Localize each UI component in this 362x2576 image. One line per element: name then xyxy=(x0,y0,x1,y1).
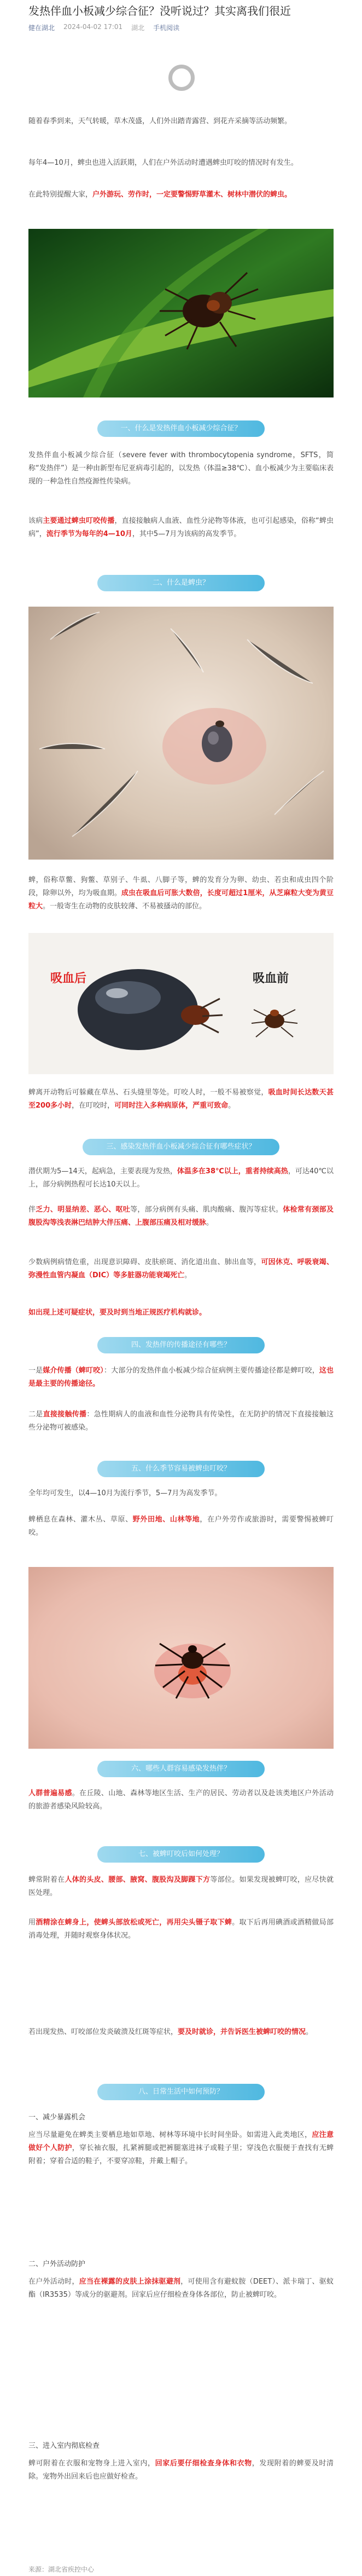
section-banner-6: 六、哪些人群容易感染发热伴？ xyxy=(97,1761,265,1777)
paragraph-section-5-1: 全年均可发生，以4—10月为流行季节，5—7月为高发季节。 xyxy=(28,1489,222,1497)
paragraph-section-1-2: 该病主要通过蜱虫叮咬传播，直接接触病人血液、血性分泌物等体液，也可引起感染，俗称“蜱虫病”，流行季节为每年的4—10月，其中5—7月为该病的高发季节。 xyxy=(28,517,334,538)
subheading-reduce-exposure: 一、减少暴露机会 xyxy=(28,2113,86,2122)
paragraph-section-4-1: 一是媒介传播（蜱叮咬）：大部分的发热伴血小板减少综合征病例主要传播途径都是蜱叮咬，这也是最主要的传播途径。 xyxy=(28,1367,334,1388)
tick-before-after-image xyxy=(28,933,334,1074)
section-banner-8: 八、日常生活中如何预防？ xyxy=(97,2084,265,2100)
paragraph-intro-1: 随着春季到来，天气转暖，草木茂盛，人们外出踏青露营、到花卉采摘等活动频繁。 xyxy=(28,117,292,125)
paragraph-section-8-1: 应当尽量避免在蜱类主要栖息地如草地、树林等环境中长时间坐卧。如需进入此类地区，应注意做好个人防护，穿长袖衣服，扎紧裤腿或把裤腿塞进袜子或鞋子里；穿浅色衣服便于查找有无蜱附着；穿着合适的鞋子，不要穿凉鞋，并戴上帽子。 xyxy=(28,2131,334,2165)
paragraph-section-7-2: 用酒精涂在蜱身上，使蜱头部放松或死亡，再用尖头镊子取下蜱。取下后再用碘酒或酒精做局部消毒处理，并随时观察身体状况。 xyxy=(28,1918,334,1940)
section-banner-7: 七、被蜱叮咬后如何处理？ xyxy=(97,1846,265,1863)
section-banner-2: 二、什么是蜱虫？ xyxy=(97,575,265,591)
section-banner-5: 五、什么季节容易被蜱虫叮咬？ xyxy=(97,1461,265,1477)
paragraph-section-4-2: 二是直接接触传播：急性期病人的血液和血性分泌物具有传染性，在无防护的情况下直接接触这些分泌物可被感染。 xyxy=(28,1410,334,1432)
paragraph-section-5-2: 蜱栖息在森林、灌木丛、草原、野外田地、山林等地，在户外劳作或旅游时，需要警惕被蜱叮咬。 xyxy=(28,1515,334,1537)
article-date: 2024-04-02 17:01 xyxy=(63,23,123,31)
paragraph-section-8-3: 蜱可附着在衣服和宠物身上进入室内，回家后要仔细检查身体和衣物，发现附着的蜱要及时清除。宠物外出回来后也应做好检查。 xyxy=(28,2459,334,2481)
subheading-outdoor-protection: 二、户外活动防护 xyxy=(28,2260,86,2268)
paragraph-section-7-3: 若出现发热、叮咬部位发炎破溃及红斑等症状，要及时就诊，并告诉医生被蜱叮咬的情况。 xyxy=(28,2028,313,2036)
tick-on-skin-image xyxy=(28,1567,334,1749)
paragraph-section-3-2: 伴乏力、明显纳差、恶心、呕吐等，部分病例有头痛、肌肉酸痛、腹泻等症状。体检常有颈部及腹股沟等浅表淋巴结肿大伴压痛、上腹部压痛及相对缓脉。 xyxy=(28,1206,334,1227)
article-region: 湖北 xyxy=(131,24,145,32)
paragraph-intro-2: 每年4—10月，蜱虫也进入活跃期，人们在户外活动时遭遇蜱虫叮咬的情况时有发生。 xyxy=(28,159,298,167)
paragraph-section-1-1: 发热伴血小板减少综合征（severe fever with thrombocytopenia syndrome，SFTS，简称“发热伴”）是一种由新型布尼亚病毒引起的，以发热（体温≥38℃）、血小板减少为主要临床表现的一种急性自然疫源性传染病。 xyxy=(28,451,334,486)
paragraph-section-2-1: 蜱，俗称草鳖、狗鳖、草别子、牛虱、八脚子等，蜱的发育分为卵、幼虫、若虫和成虫四个阶段，除卵以外，均为吸血期。成虫在吸血后可胀大数倍，长度可超过1厘米，从芝麻粒大变为黄豆粒大。一般寄生在动物的皮肤较薄、不易被搔动的部位。 xyxy=(28,876,334,910)
paragraph-section-3-1: 潜伏期为5—14天，起病急，主要表现为发热，体温多在38℃以上，重者持续高热，可达40℃以上，部分病例热程可长达10天以上。 xyxy=(28,1167,334,1189)
article-meta xyxy=(28,23,334,32)
tick-on-grass-image xyxy=(28,229,334,397)
tick-in-fur-image xyxy=(28,607,334,860)
paragraph-section-3-4: 如出现上述可疑症状，要及时到当地正规医疗机构就诊。 xyxy=(28,1309,207,1317)
paragraph-section-2-2: 蜱离开动物后可躲藏在草丛、石头缝里等处。叮咬人时，一般不易被察觉，吸血时间长达数天甚至200多小时，在叮咬时，可同时注入多种病原体，严重可致命。 xyxy=(28,1088,334,1110)
paragraph-intro-3: 在此特别提醒大家，户外游玩、劳作时，一定要警惕野草灌木、树林中潜伏的蜱虫。 xyxy=(28,191,292,199)
section-banner-4: 四、发热伴的传播途径有哪些？ xyxy=(97,1337,265,1353)
paragraph-section-8-2: 在户外活动时，应当在裸露的皮肤上涂抹驱避剂，可使用含有避蚊胺（DEET）、派卡瑞丁、驱蚊酯（IR3535）等成分的驱避剂。回家后应仔细检查身体各部位，防止被蜱叮咬。 xyxy=(28,2278,334,2299)
emphasis-text: 户外游玩、劳作时，一定要警惕野草灌木、树林中潜伏的蜱虫。 xyxy=(92,191,292,199)
subheading-indoor-check: 三、进入室内彻底检查 xyxy=(28,2442,100,2450)
article-footer-source: 来源：湖北省疾控中心 xyxy=(28,2566,95,2573)
paragraph-section-6-1: 人群普遍易感。在丘陵、山地、森林等地区生活、生产的居民、劳动者以及赴该类地区户外活动的旅游者感染风险较高。 xyxy=(28,1789,334,1811)
label-before-feeding: 吸血前 xyxy=(253,971,289,985)
section-banner-1: 一、什么是发热伴血小板减少综合征？ xyxy=(97,420,265,437)
paragraph-section-7-1: 蜱常附着在人体的头皮、腰部、腋窝、腹股沟及脚踝下方等部位。如果发现被蜱叮咬，应尽快就医处理。 xyxy=(28,1876,334,1897)
paragraph-section-3-3: 少数病例病情危重，出现意识障碍、皮肤瘀斑、消化道出血、肺出血等，可因休克、呼吸衰竭、弥漫性血管内凝血（DIC）等多脏器功能衰竭死亡。 xyxy=(28,1258,334,1280)
section-banner-3: 三、感染发热伴血小板减少综合征有哪些症状？ xyxy=(83,1139,279,1155)
read-mode-link[interactable]: 手机阅读 xyxy=(153,24,180,32)
loading-spinner-icon xyxy=(168,65,195,91)
article-source-link[interactable]: 健在湖北 xyxy=(28,24,55,32)
article-title: 发热伴血小板减少综合征？没听说过？其实离我们很近 xyxy=(28,4,291,18)
label-after-feeding: 吸血后 xyxy=(50,971,87,985)
